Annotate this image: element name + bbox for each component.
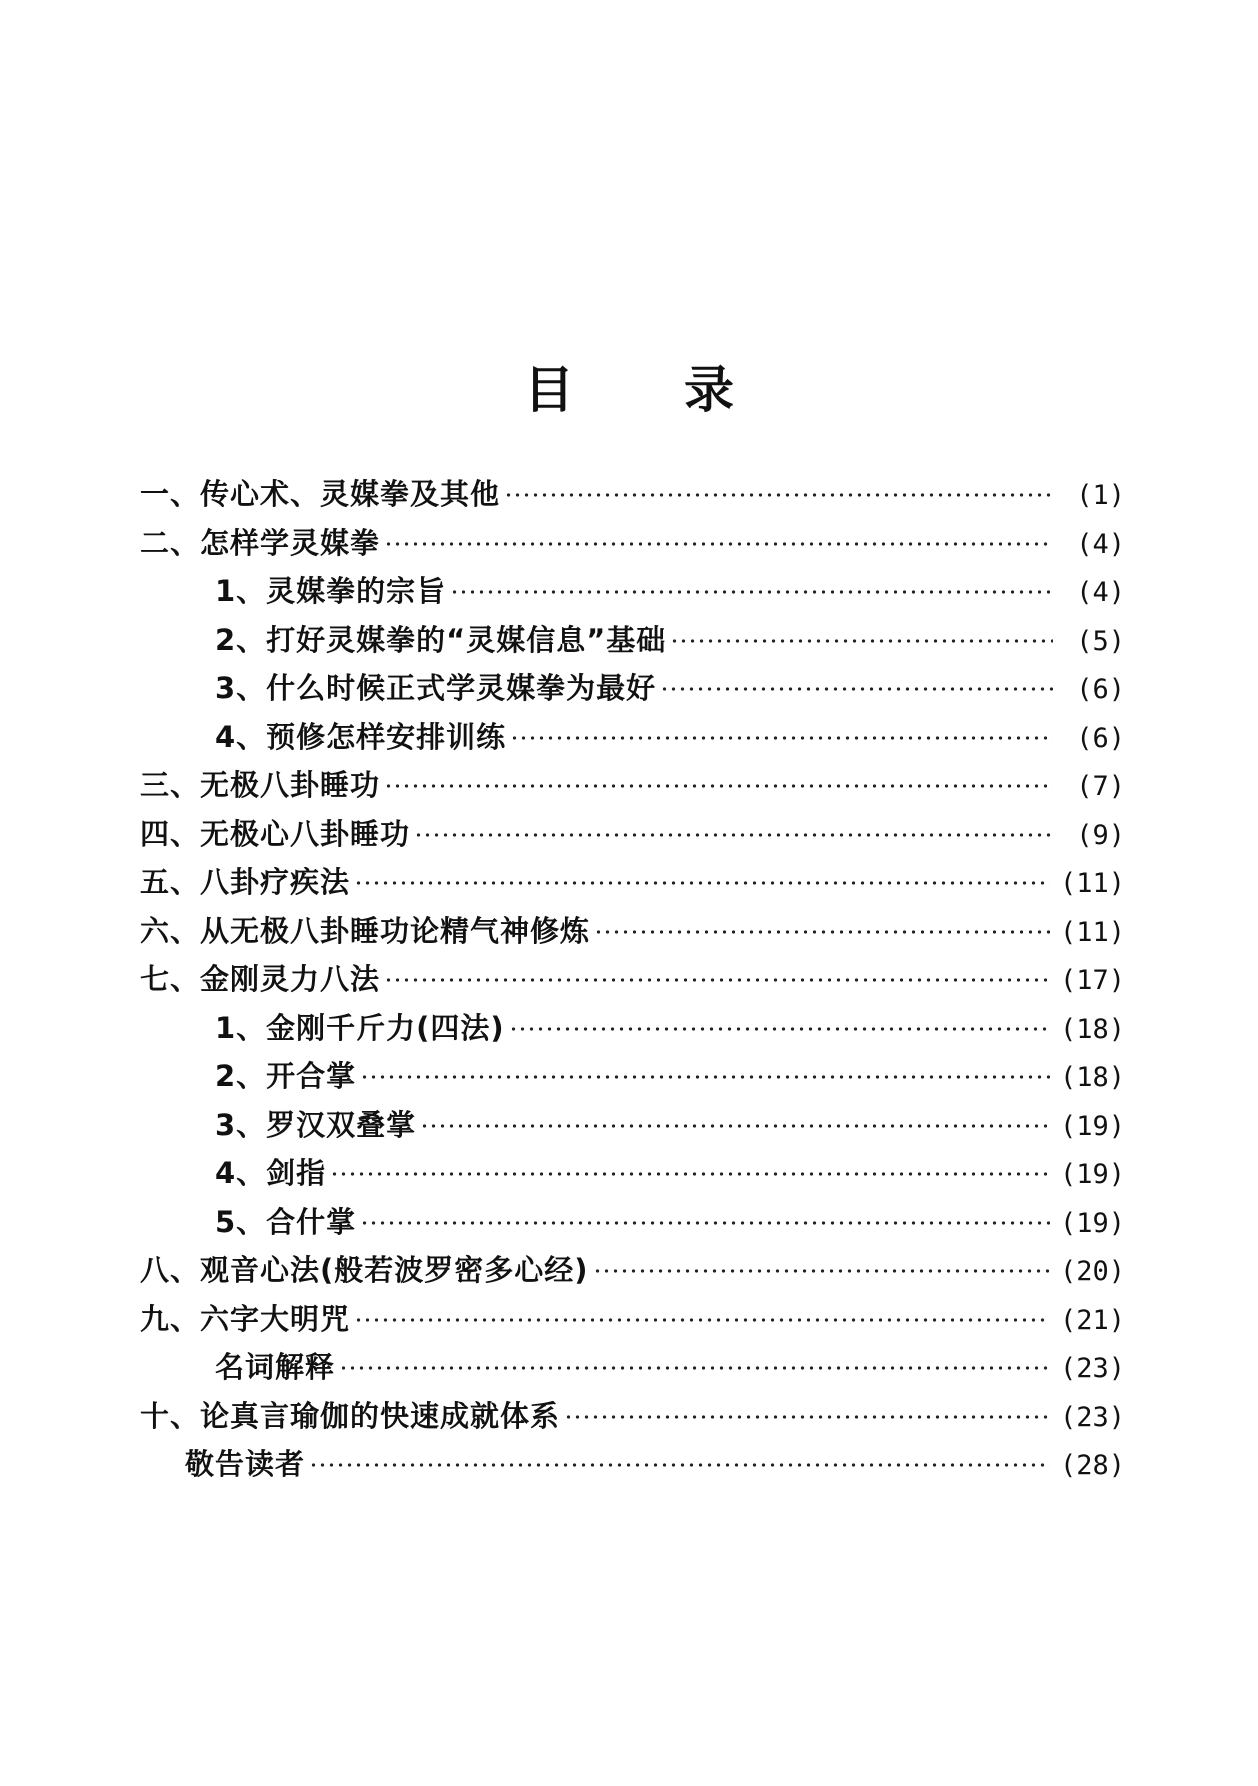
toc-entry-page-number: (19) bbox=[1059, 1110, 1125, 1142]
toc-entry[interactable] bbox=[140, 664, 1125, 713]
toc-entry-label: 四、无极心八卦睡功 bbox=[140, 816, 411, 851]
toc-entry-page-number: (9) bbox=[1076, 819, 1125, 851]
toc-entry-page-number: (1) bbox=[1076, 480, 1125, 511]
toc-entry-page-number: (19) bbox=[1059, 1207, 1125, 1239]
toc-entry-page-number: (28) bbox=[1059, 1450, 1125, 1481]
toc-entry[interactable] bbox=[140, 470, 1125, 519]
dot-leader bbox=[360, 1074, 1050, 1080]
toc-entry-label: 3、什么时候正式学灵媒拳为最好 bbox=[215, 671, 657, 705]
toc-entry-page-number: (11) bbox=[1059, 916, 1125, 948]
toc-entry-page-number: (17) bbox=[1059, 965, 1125, 996]
toc-entry-label: 一、传心术、灵媒拳及其他 bbox=[140, 477, 501, 511]
toc-entry-label: 三、无极八卦睡功 bbox=[140, 768, 381, 802]
toc-entry-page-number: (7) bbox=[1076, 771, 1125, 802]
toc-entry-label: 九、六字大明咒 bbox=[140, 1301, 351, 1336]
toc-entry-label: 4、剑指 bbox=[215, 1156, 327, 1190]
toc-entry[interactable] bbox=[140, 1101, 1125, 1150]
toc-entry-label: 3、罗汉双叠掌 bbox=[215, 1107, 417, 1142]
toc-entry-label: 八、观音心法(般若波罗密多心经) bbox=[140, 1253, 589, 1287]
dot-leader bbox=[509, 1026, 1050, 1032]
dot-leader bbox=[339, 1365, 1050, 1371]
toc-entry-label: 六、从无极八卦睡功论精气神修炼 bbox=[140, 913, 591, 948]
toc-entry-label: 5、合什掌 bbox=[215, 1204, 357, 1239]
toc-entry-page-number: (4) bbox=[1076, 528, 1125, 560]
toc-entry-label: 名词解释 bbox=[215, 1350, 336, 1384]
toc-entry-page-number: (11) bbox=[1059, 868, 1125, 899]
dot-leader bbox=[384, 783, 1053, 789]
toc-entry[interactable] bbox=[140, 1149, 1125, 1198]
toc-entry-page-number: (6) bbox=[1076, 722, 1125, 754]
dot-leader bbox=[564, 1414, 1050, 1420]
dot-leader bbox=[414, 832, 1053, 838]
dot-leader bbox=[504, 492, 1053, 498]
toc-entry[interactable] bbox=[140, 519, 1125, 568]
toc-entry-page-number: (6) bbox=[1076, 674, 1125, 705]
dot-leader bbox=[660, 686, 1053, 692]
toc-entry[interactable] bbox=[140, 713, 1125, 762]
toc-entry-label: 4、预修怎样安排训练 bbox=[215, 719, 507, 754]
toc-entry[interactable] bbox=[140, 616, 1125, 665]
toc-entry-label: 十、论真言瑜伽的快速成就体系 bbox=[140, 1398, 561, 1433]
toc-entry-page-number: (18) bbox=[1059, 1013, 1125, 1045]
dot-leader bbox=[670, 638, 1053, 644]
page-title bbox=[0, 350, 1258, 422]
toc-entry-label: 2、开合掌 bbox=[215, 1059, 357, 1093]
toc-entry[interactable] bbox=[140, 955, 1125, 1004]
toc-entry-label: 五、八卦疗疾法 bbox=[140, 865, 351, 899]
title-char-1: 目 bbox=[524, 361, 574, 419]
dot-leader bbox=[360, 1220, 1050, 1226]
toc-entry[interactable] bbox=[140, 907, 1125, 956]
toc-entry[interactable] bbox=[140, 1052, 1125, 1101]
toc-entry-label: 2、打好灵媒拳的“灵媒信息”基础 bbox=[215, 622, 667, 657]
dot-leader bbox=[354, 880, 1050, 886]
toc-entry-label: 七、金刚灵力八法 bbox=[140, 962, 381, 996]
toc-entry[interactable] bbox=[140, 858, 1125, 907]
dot-leader bbox=[309, 1462, 1050, 1468]
dot-leader bbox=[450, 589, 1053, 595]
toc-entry[interactable] bbox=[140, 1392, 1125, 1441]
toc-entry-page-number: (5) bbox=[1076, 625, 1125, 657]
toc-entry[interactable] bbox=[140, 1343, 1125, 1392]
toc-entry-page-number: (23) bbox=[1059, 1353, 1125, 1384]
toc-entry[interactable] bbox=[140, 1295, 1125, 1344]
toc-entry-label: 敬告读者 bbox=[185, 1447, 306, 1481]
toc-entry[interactable] bbox=[140, 761, 1125, 810]
toc-entry-label: 1、灵媒拳的宗旨 bbox=[215, 574, 447, 608]
toc-entry-page-number: (19) bbox=[1059, 1159, 1125, 1190]
dot-leader bbox=[420, 1123, 1050, 1129]
toc-entry-label: 1、金刚千斤力(四法) bbox=[215, 1010, 505, 1045]
dot-leader bbox=[594, 929, 1050, 935]
toc-entry[interactable] bbox=[140, 567, 1125, 616]
dot-leader bbox=[510, 735, 1053, 741]
title-char-2: 录 bbox=[684, 361, 734, 419]
table-of-contents bbox=[140, 470, 1125, 1489]
toc-entry-page-number: (18) bbox=[1059, 1062, 1125, 1093]
toc-entry-page-number: (21) bbox=[1059, 1304, 1125, 1336]
toc-entry[interactable] bbox=[140, 1004, 1125, 1053]
toc-entry-page-number: (23) bbox=[1059, 1401, 1125, 1433]
dot-leader bbox=[384, 541, 1053, 547]
toc-entry[interactable] bbox=[140, 1198, 1125, 1247]
toc-entry-page-number: (4) bbox=[1076, 577, 1125, 608]
toc-entry-label: 二、怎样学灵媒拳 bbox=[140, 525, 381, 560]
toc-entry[interactable] bbox=[140, 810, 1125, 859]
toc-entry[interactable] bbox=[140, 1440, 1125, 1489]
dot-leader bbox=[330, 1171, 1050, 1177]
toc-entry-page-number: (20) bbox=[1059, 1256, 1125, 1287]
dot-leader bbox=[384, 977, 1050, 983]
dot-leader bbox=[354, 1317, 1050, 1323]
toc-entry[interactable] bbox=[140, 1246, 1125, 1295]
dot-leader bbox=[593, 1268, 1050, 1274]
